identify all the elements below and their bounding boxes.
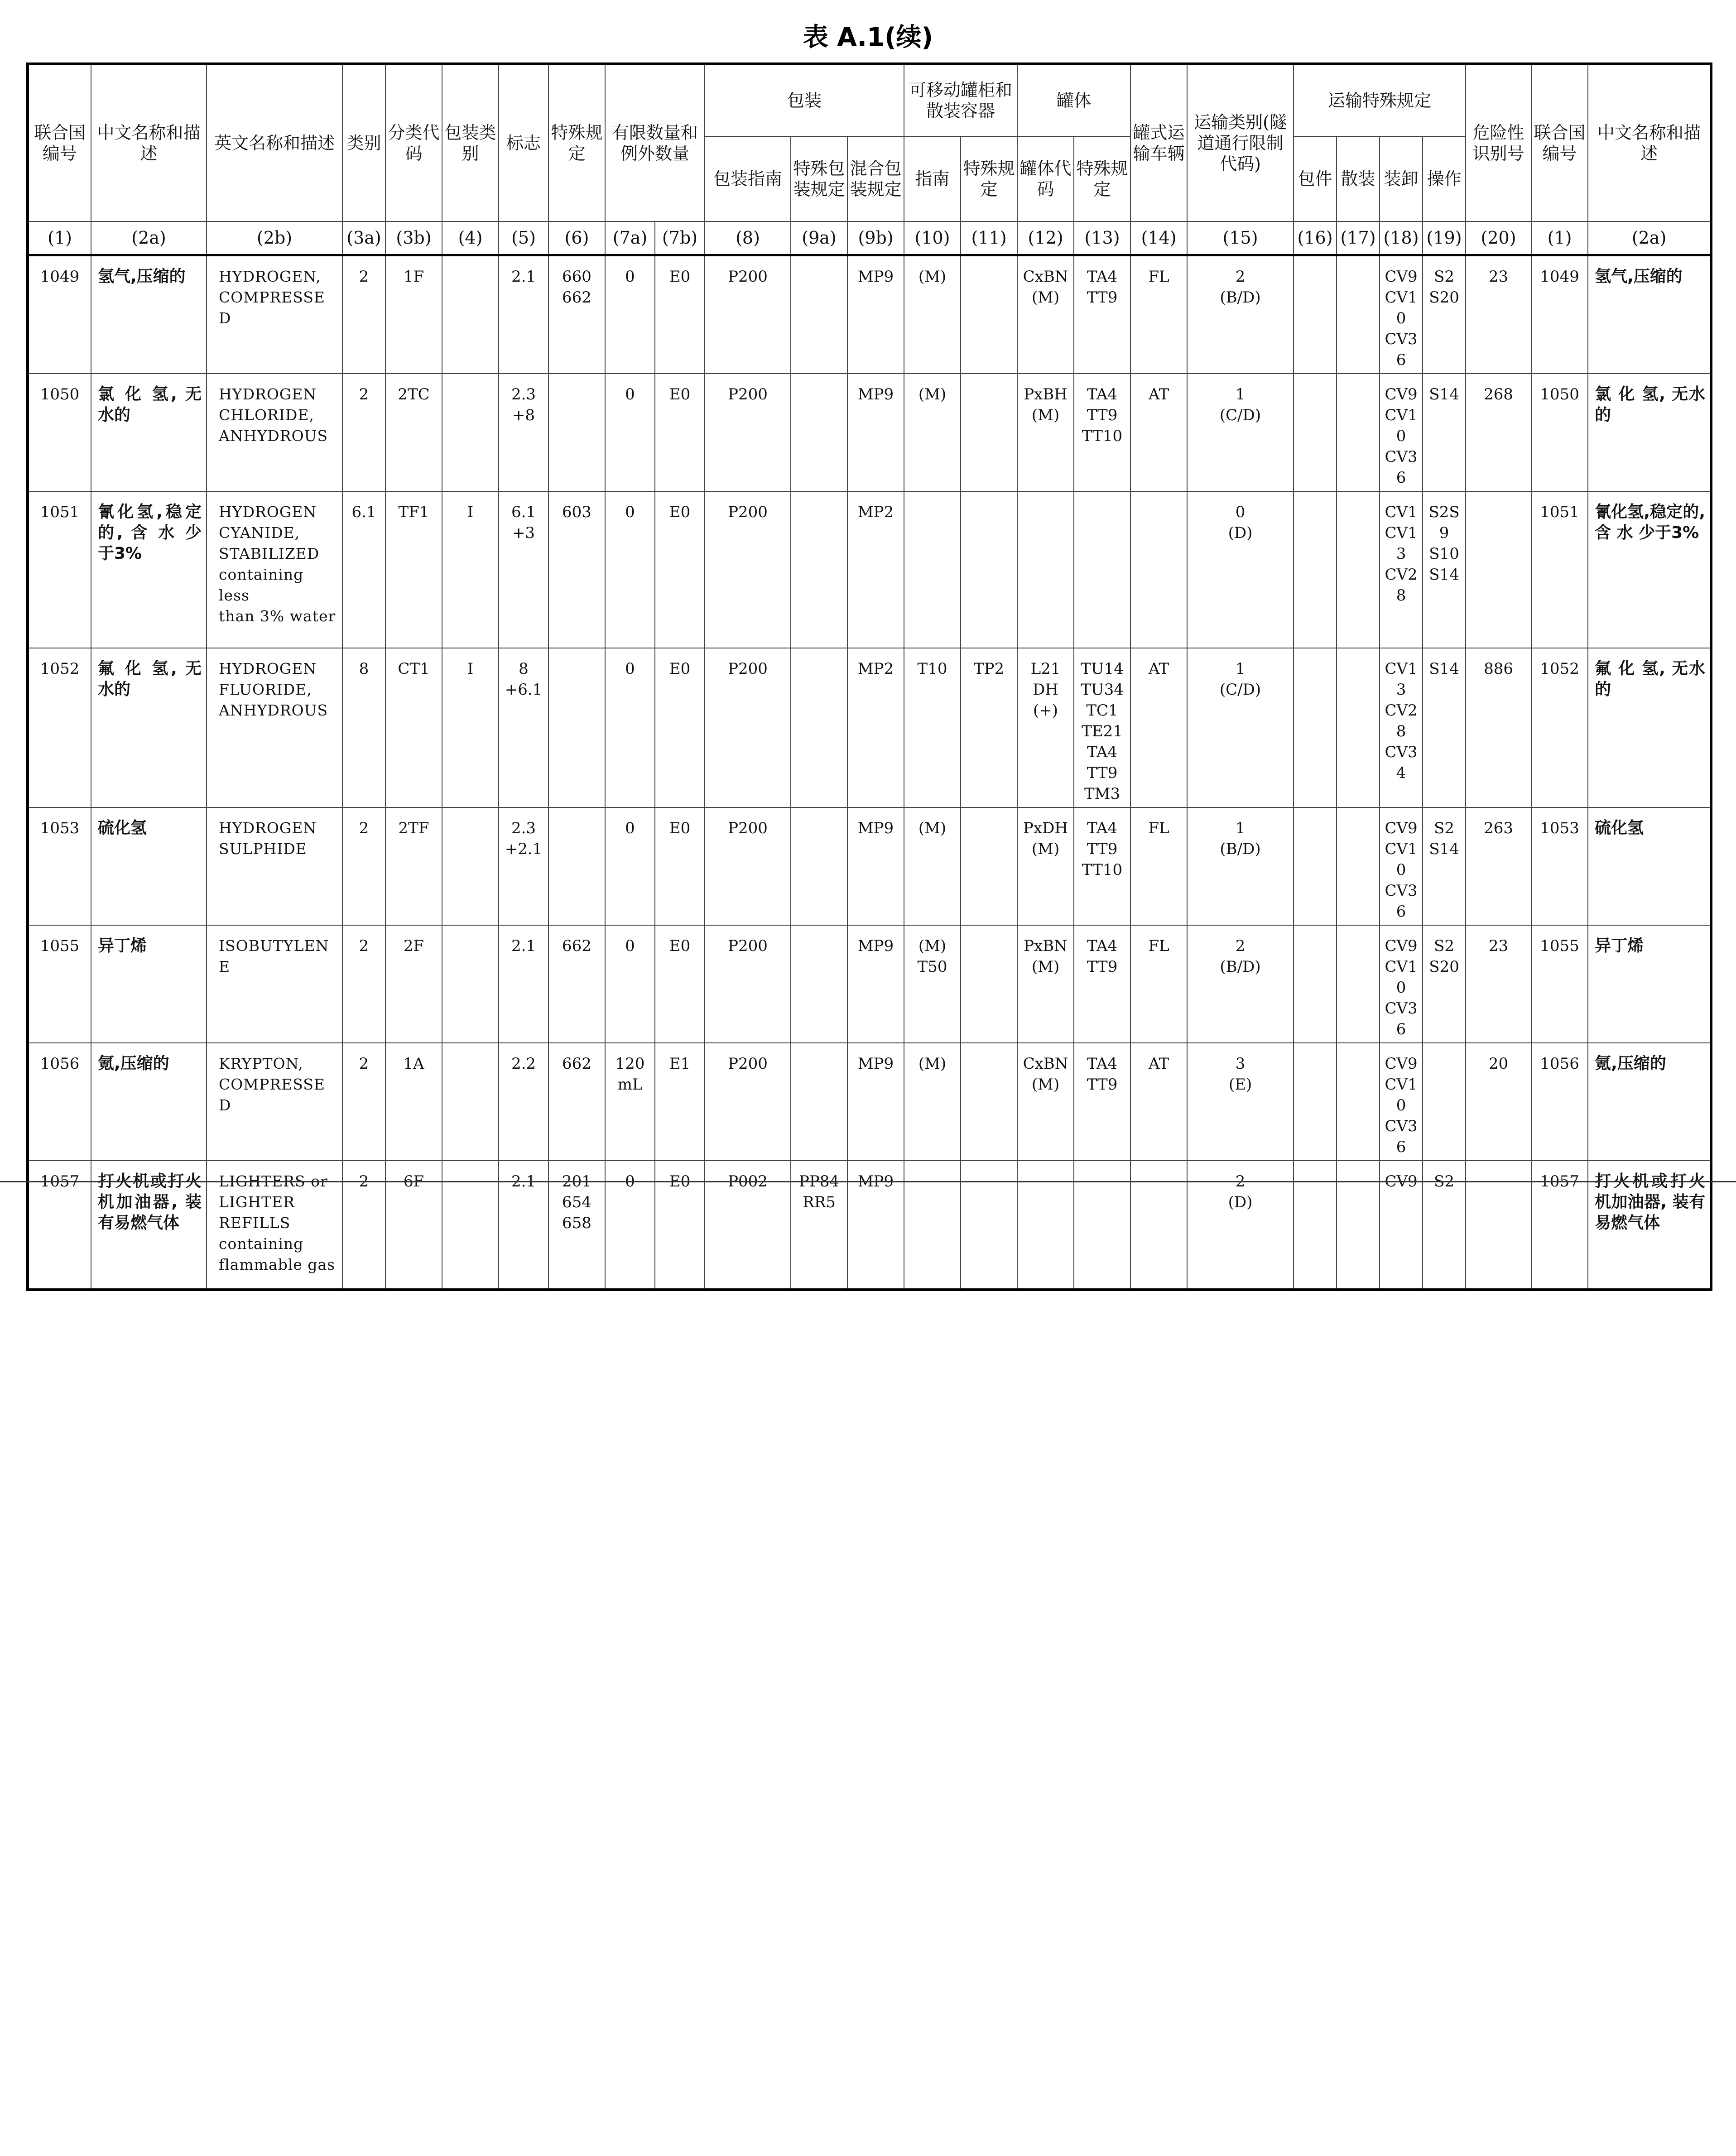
cell-c15: 2 (D) xyxy=(1187,1161,1294,1290)
cell-un: 1055 xyxy=(28,925,91,1043)
cell-c15: 2 (B/D) xyxy=(1187,255,1294,374)
cell-c19: S2 S20 xyxy=(1423,255,1466,374)
header-packaging: 包装 xyxy=(705,64,904,136)
column-number: (1) xyxy=(28,221,91,255)
cell-c8: P002 xyxy=(705,1161,791,1290)
header-labels: 标志 xyxy=(499,64,548,221)
cell-un2: 1055 xyxy=(1531,925,1588,1043)
cell-c4 xyxy=(442,1043,499,1161)
cell-un2: 1052 xyxy=(1531,648,1588,807)
column-number: (12) xyxy=(1017,221,1074,255)
header-class-code: 分类代码 xyxy=(385,64,442,221)
cell-c3a: 2 xyxy=(342,807,385,925)
cell-c3b: TF1 xyxy=(385,491,442,648)
header-sp-operation: 操作 xyxy=(1423,136,1466,221)
column-number: (4) xyxy=(442,221,499,255)
header-un-no-2: 联合国编号 xyxy=(1531,64,1588,221)
cell-un2: 1056 xyxy=(1531,1043,1588,1161)
header-portable-tanks: 可移动罐柜和散装容器 xyxy=(904,64,1017,136)
cell-c4 xyxy=(442,1161,499,1290)
cell-c4: I xyxy=(442,648,499,807)
cell-c8: P200 xyxy=(705,1043,791,1161)
cell-c13: TU14 TU34 TC1 TE21 TA4 TT9 TM3 xyxy=(1074,648,1130,807)
table-row xyxy=(28,925,1711,1043)
cell-c18: CV9 CV10 CV36 xyxy=(1380,255,1423,374)
cell-c14 xyxy=(1130,491,1187,648)
cell-c15: 1 (B/D) xyxy=(1187,807,1294,925)
cell-c18: CV9 CV10 CV36 xyxy=(1380,807,1423,925)
column-number: (14) xyxy=(1130,221,1187,255)
cell-c10: (M) T50 xyxy=(904,925,961,1043)
cell-c7b: E0 xyxy=(655,374,705,491)
cell-c12: PxBN (M) xyxy=(1017,925,1074,1043)
cell-c4 xyxy=(442,807,499,925)
cell-c3a: 2 xyxy=(342,255,385,374)
cell-c6 xyxy=(548,807,605,925)
cell-c3b: 6F xyxy=(385,1161,442,1290)
cell-un2: 1050 xyxy=(1531,374,1588,491)
column-number: (7b) xyxy=(655,221,705,255)
page-bottom-rule xyxy=(0,1181,1736,1182)
cell-c7b: E1 xyxy=(655,1043,705,1161)
cell-c8: P200 xyxy=(705,648,791,807)
cell-c9a xyxy=(791,1043,847,1161)
cell-zh2: 硫化氢 xyxy=(1588,807,1711,925)
cell-c7a: 0 xyxy=(605,374,655,491)
cell-c11 xyxy=(961,925,1017,1043)
cell-c3a: 2 xyxy=(342,374,385,491)
cell-c20: 268 xyxy=(1466,374,1531,491)
cell-c5: 2.1 xyxy=(499,255,548,374)
header-sp-packages: 包件 xyxy=(1294,136,1337,221)
column-number: (18) xyxy=(1380,221,1423,255)
cell-c5: 2.3 +8 xyxy=(499,374,548,491)
cell-c6: 662 xyxy=(548,1043,605,1161)
header-limited-qty: 有限数量和例外数量 xyxy=(605,64,705,221)
cell-c20: 20 xyxy=(1466,1043,1531,1161)
cell-zh: 氪,压缩的 xyxy=(91,1043,207,1161)
cell-un2: 1053 xyxy=(1531,807,1588,925)
cell-c9b: MP2 xyxy=(847,491,904,648)
header-sp-bulk: 散装 xyxy=(1337,136,1380,221)
cell-c6 xyxy=(548,648,605,807)
cell-zh2: 氟 化 氢, 无水的 xyxy=(1588,648,1711,807)
cell-c3b: 2F xyxy=(385,925,442,1043)
cell-c7b: E0 xyxy=(655,491,705,648)
cell-c9a xyxy=(791,807,847,925)
cell-en: HYDROGEN CYANIDE, STABILIZED containing less than 3% water xyxy=(207,491,342,648)
cell-c12 xyxy=(1017,1161,1074,1290)
cell-c20 xyxy=(1466,1161,1531,1290)
cell-c3b: 1F xyxy=(385,255,442,374)
cell-c6: 201 654 658 xyxy=(548,1161,605,1290)
cell-c12 xyxy=(1017,491,1074,648)
cell-c4 xyxy=(442,925,499,1043)
cell-c18: CV9 xyxy=(1380,1161,1423,1290)
cell-c12: PxBH (M) xyxy=(1017,374,1074,491)
table-row xyxy=(28,255,1711,374)
cell-c4 xyxy=(442,374,499,491)
cell-c13: TA4 TT9 TT10 xyxy=(1074,807,1130,925)
cell-c6 xyxy=(548,374,605,491)
cell-zh2: 氰化氢,稳定的, 含 水 少于3% xyxy=(1588,491,1711,648)
header-special-prov: 运输特殊规定 xyxy=(1294,64,1466,136)
cell-c14: AT xyxy=(1130,648,1187,807)
cell-c9b: MP9 xyxy=(847,1043,904,1161)
cell-c6: 660 662 xyxy=(548,255,605,374)
cell-c20 xyxy=(1466,491,1531,648)
cell-un2: 1049 xyxy=(1531,255,1588,374)
header-pack-group: 包装类别 xyxy=(442,64,499,221)
header-name-zh-2: 中文名称和描述 xyxy=(1588,64,1711,221)
cell-c4: I xyxy=(442,491,499,648)
cell-c16 xyxy=(1294,648,1337,807)
table-row xyxy=(28,491,1711,648)
cell-c10: (M) xyxy=(904,255,961,374)
cell-un2: 1057 xyxy=(1531,1161,1588,1290)
table-row xyxy=(28,374,1711,491)
cell-c7b: E0 xyxy=(655,807,705,925)
cell-c16 xyxy=(1294,491,1337,648)
cell-c13: TA4 TT9 xyxy=(1074,255,1130,374)
cell-c18: CV1 CV13 CV28 xyxy=(1380,491,1423,648)
cell-c11: TP2 xyxy=(961,648,1017,807)
cell-c17 xyxy=(1337,648,1380,807)
cell-c12: CxBN (M) xyxy=(1017,255,1074,374)
cell-un: 1049 xyxy=(28,255,91,374)
header-hazard-id: 危险性识别号 xyxy=(1466,64,1531,221)
cell-c17 xyxy=(1337,491,1380,648)
cell-c17 xyxy=(1337,1161,1380,1290)
cell-c9b: MP9 xyxy=(847,1161,904,1290)
cell-c15: 1 (C/D) xyxy=(1187,648,1294,807)
column-number: (11) xyxy=(961,221,1017,255)
cell-c3b: 2TC xyxy=(385,374,442,491)
cell-c20: 23 xyxy=(1466,925,1531,1043)
cell-c14: FL xyxy=(1130,255,1187,374)
header-pt-instr: 指南 xyxy=(904,136,961,221)
column-number: (7a) xyxy=(605,221,655,255)
header-name-zh: 中文名称和描述 xyxy=(91,64,207,221)
cell-zh: 氢气,压缩的 xyxy=(91,255,207,374)
cell-c5: 8 +6.1 xyxy=(499,648,548,807)
column-number: (2a) xyxy=(91,221,207,255)
cell-c16 xyxy=(1294,807,1337,925)
cell-un: 1056 xyxy=(28,1043,91,1161)
header-pack-instr: 包装指南 xyxy=(705,136,791,221)
cell-c8: P200 xyxy=(705,807,791,925)
cell-c9b: MP9 xyxy=(847,374,904,491)
cell-c12: PxDH (M) xyxy=(1017,807,1074,925)
header-class: 类别 xyxy=(342,64,385,221)
cell-c3a: 2 xyxy=(342,1043,385,1161)
cell-c7b: E0 xyxy=(655,1161,705,1290)
cell-c14: AT xyxy=(1130,374,1187,491)
table-row xyxy=(28,648,1711,807)
cell-un: 1050 xyxy=(28,374,91,491)
cell-c7a: 0 xyxy=(605,491,655,648)
cell-c10 xyxy=(904,1161,961,1290)
column-number: (17) xyxy=(1337,221,1380,255)
cell-c19: S2 S14 xyxy=(1423,807,1466,925)
cell-zh: 氟 化 氢, 无水的 xyxy=(91,648,207,807)
cell-c13 xyxy=(1074,491,1130,648)
cell-c10: (M) xyxy=(904,1043,961,1161)
cell-en: KRYPTON, COMPRESSED xyxy=(207,1043,342,1161)
column-number-row xyxy=(28,221,1711,255)
cell-c17 xyxy=(1337,255,1380,374)
cell-c9a xyxy=(791,648,847,807)
cell-c4 xyxy=(442,255,499,374)
header-tank: 罐体 xyxy=(1017,64,1130,136)
cell-c15: 0 (D) xyxy=(1187,491,1294,648)
cell-c17 xyxy=(1337,925,1380,1043)
cell-c5: 2.2 xyxy=(499,1043,548,1161)
cell-c15: 1 (C/D) xyxy=(1187,374,1294,491)
header-un-no: 联合国编号 xyxy=(28,64,91,221)
cell-c9b: MP2 xyxy=(847,648,904,807)
header-pt-special: 特殊规定 xyxy=(961,136,1017,221)
cell-c19: S2 xyxy=(1423,1161,1466,1290)
cell-c18: CV9 CV10 CV36 xyxy=(1380,374,1423,491)
cell-zh2: 氪,压缩的 xyxy=(1588,1043,1711,1161)
column-number: (9a) xyxy=(791,221,847,255)
cell-zh: 异丁烯 xyxy=(91,925,207,1043)
cell-un: 1051 xyxy=(28,491,91,648)
cell-c16 xyxy=(1294,1161,1337,1290)
cell-zh: 打火机或打火机加油器, 装有易燃气体 xyxy=(91,1161,207,1290)
cell-zh2: 氢气,压缩的 xyxy=(1588,255,1711,374)
cell-c11 xyxy=(961,374,1017,491)
cell-c20: 263 xyxy=(1466,807,1531,925)
cell-c7b: E0 xyxy=(655,648,705,807)
cell-c7a: 0 xyxy=(605,925,655,1043)
cell-c14: FL xyxy=(1130,807,1187,925)
cell-c3a: 8 xyxy=(342,648,385,807)
cell-c7b: E0 xyxy=(655,255,705,374)
cell-c17 xyxy=(1337,807,1380,925)
cell-c8: P200 xyxy=(705,255,791,374)
cell-c9b: MP9 xyxy=(847,807,904,925)
cell-c5: 6.1 +3 xyxy=(499,491,548,648)
table-row xyxy=(28,807,1711,925)
header-pack-special: 特殊包装规定 xyxy=(791,136,847,221)
cell-c6: 603 xyxy=(548,491,605,648)
cell-un: 1057 xyxy=(28,1161,91,1290)
cell-c19: S14 xyxy=(1423,648,1466,807)
header-sp-loading: 装卸 xyxy=(1380,136,1423,221)
cell-c8: P200 xyxy=(705,491,791,648)
cell-zh2: 打火机或打火机加油器, 装有易燃气体 xyxy=(1588,1161,1711,1290)
header-transport-cat: 运输类别(隧道通行限制代码) xyxy=(1187,64,1294,221)
column-number: (15) xyxy=(1187,221,1294,255)
cell-c7a: 120mL xyxy=(605,1043,655,1161)
cell-c11 xyxy=(961,255,1017,374)
cell-c12: CxBN (M) xyxy=(1017,1043,1074,1161)
cell-c3b: 2TF xyxy=(385,807,442,925)
column-number: (1) xyxy=(1531,221,1588,255)
cell-c5: 2.1 xyxy=(499,1161,548,1290)
column-number: (6) xyxy=(548,221,605,255)
column-number: (16) xyxy=(1294,221,1337,255)
cell-c10: (M) xyxy=(904,374,961,491)
cell-c9a xyxy=(791,925,847,1043)
cell-en: LIGHTERS or LIGHTER REFILLS containing flammable gas xyxy=(207,1161,342,1290)
column-number: (5) xyxy=(499,221,548,255)
column-number: (9b) xyxy=(847,221,904,255)
cell-zh2: 异丁烯 xyxy=(1588,925,1711,1043)
cell-c7a: 0 xyxy=(605,1161,655,1290)
cell-c5: 2.3 +2.1 xyxy=(499,807,548,925)
cell-c18: CV13 CV28 CV34 xyxy=(1380,648,1423,807)
cell-c11 xyxy=(961,807,1017,925)
column-number: (13) xyxy=(1074,221,1130,255)
cell-c19 xyxy=(1423,1043,1466,1161)
header-name-en: 英文名称和描述 xyxy=(207,64,342,221)
cell-c3b: 1A xyxy=(385,1043,442,1161)
cell-c3a: 6.1 xyxy=(342,491,385,648)
column-number: (8) xyxy=(705,221,791,255)
table-row xyxy=(28,1043,1711,1161)
cell-c7b: E0 xyxy=(655,925,705,1043)
cell-c7a: 0 xyxy=(605,648,655,807)
cell-zh: 氯 化 氢, 无水的 xyxy=(91,374,207,491)
column-number: (2a) xyxy=(1588,221,1711,255)
table-row xyxy=(28,1161,1711,1290)
header-tank-vehicle: 罐式运输车辆 xyxy=(1130,64,1187,221)
cell-c13: TA4 TT9 TT10 xyxy=(1074,374,1130,491)
cell-zh: 氰化氢,稳定的, 含 水 少于3% xyxy=(91,491,207,648)
cell-c16 xyxy=(1294,374,1337,491)
cell-en: HYDROGEN FLUORIDE, ANHYDROUS xyxy=(207,648,342,807)
cell-c11 xyxy=(961,1161,1017,1290)
cell-un: 1052 xyxy=(28,648,91,807)
cell-c17 xyxy=(1337,374,1380,491)
cell-c14: AT xyxy=(1130,1043,1187,1161)
cell-c18: CV9 CV10 CV36 xyxy=(1380,1043,1423,1161)
header-tank-special: 特殊规定 xyxy=(1074,136,1130,221)
cell-en: HYDROGEN CHLORIDE, ANHYDROUS xyxy=(207,374,342,491)
cell-c10 xyxy=(904,491,961,648)
table-title: 表 A.1(续) xyxy=(803,23,933,52)
cell-c13: TA4 TT9 xyxy=(1074,925,1130,1043)
cell-c13 xyxy=(1074,1161,1130,1290)
cell-c17 xyxy=(1337,1043,1380,1161)
cell-c7a: 0 xyxy=(605,255,655,374)
cell-c14 xyxy=(1130,1161,1187,1290)
cell-c10: T10 xyxy=(904,648,961,807)
column-number: (3a) xyxy=(342,221,385,255)
cell-c5: 2.1 xyxy=(499,925,548,1043)
cell-c3b: CT1 xyxy=(385,648,442,807)
cell-c3a: 2 xyxy=(342,925,385,1043)
cell-en: HYDROGEN SULPHIDE xyxy=(207,807,342,925)
cell-c20: 886 xyxy=(1466,648,1531,807)
cell-c15: 3 (E) xyxy=(1187,1043,1294,1161)
cell-c19: S14 xyxy=(1423,374,1466,491)
cell-c9a xyxy=(791,491,847,648)
cell-c8: P200 xyxy=(705,374,791,491)
cell-c15: 2 (B/D) xyxy=(1187,925,1294,1043)
cell-c16 xyxy=(1294,1043,1337,1161)
cell-c9a xyxy=(791,374,847,491)
cell-c7a: 0 xyxy=(605,807,655,925)
cell-c16 xyxy=(1294,255,1337,374)
cell-zh: 硫化氢 xyxy=(91,807,207,925)
cell-c19: S2S9 S10 S14 xyxy=(1423,491,1466,648)
cell-en: ISOBUTYLENE xyxy=(207,925,342,1043)
cell-zh2: 氯 化 氢, 无水的 xyxy=(1588,374,1711,491)
cell-c11 xyxy=(961,1043,1017,1161)
column-number: (3b) xyxy=(385,221,442,255)
cell-c13: TA4 TT9 xyxy=(1074,1043,1130,1161)
cell-un: 1053 xyxy=(28,807,91,925)
cell-c9b: MP9 xyxy=(847,925,904,1043)
cell-un2: 1051 xyxy=(1531,491,1588,648)
cell-c3a: 2 xyxy=(342,1161,385,1290)
header-mixed-pack: 混合包装规定 xyxy=(847,136,904,221)
column-number: (20) xyxy=(1466,221,1531,255)
cell-c12: L21 DH (+) xyxy=(1017,648,1074,807)
cell-c9a: PP84 RR5 xyxy=(791,1161,847,1290)
header-tank-code: 罐体代码 xyxy=(1017,136,1074,221)
column-number: (19) xyxy=(1423,221,1466,255)
cell-c10: (M) xyxy=(904,807,961,925)
cell-c9b: MP9 xyxy=(847,255,904,374)
cell-c19: S2 S20 xyxy=(1423,925,1466,1043)
cell-c9a xyxy=(791,255,847,374)
header-special: 特殊规定 xyxy=(548,64,605,221)
column-number: (10) xyxy=(904,221,961,255)
cell-en: HYDROGEN, COMPRESSED xyxy=(207,255,342,374)
cell-c18: CV9 CV10 CV36 xyxy=(1380,925,1423,1043)
cell-c6: 662 xyxy=(548,925,605,1043)
cell-c11 xyxy=(961,491,1017,648)
cell-c16 xyxy=(1294,925,1337,1043)
cell-c20: 23 xyxy=(1466,255,1531,374)
cell-c8: P200 xyxy=(705,925,791,1043)
cell-c14: FL xyxy=(1130,925,1187,1043)
column-number: (2b) xyxy=(207,221,342,255)
dangerous-goods-table xyxy=(26,62,1712,1291)
